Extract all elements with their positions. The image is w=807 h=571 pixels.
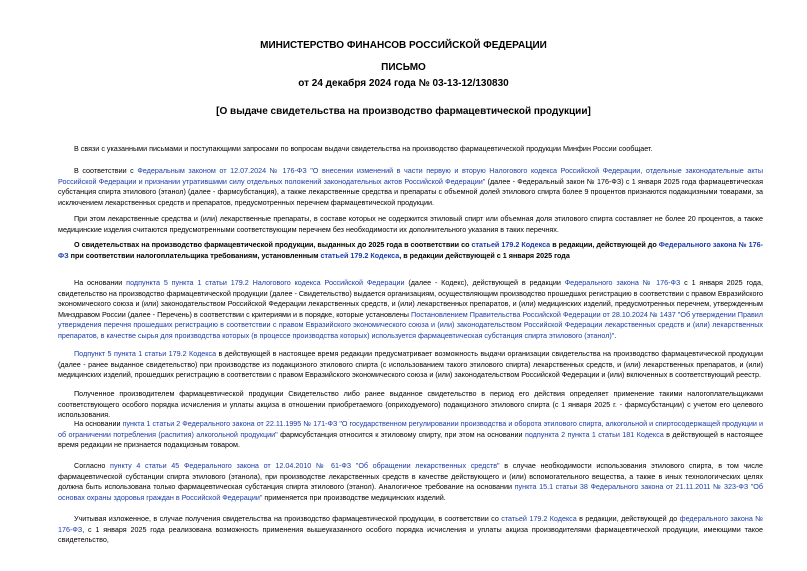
paragraph-text: , с 1 января 2025 года реализована возможность применения вышеуказанного особого порядка исчисления и уплаты акциза производителями фармацевтической продукции, имеющими такое свидетельство, [58, 524, 763, 545]
document-date-number: от 24 декабря 2024 года № 03-13-12/130830 [298, 78, 509, 89]
paragraph-special-procedure [58, 389, 763, 421]
paragraph-law-61 [58, 461, 763, 503]
law-176-fz-link[interactable]: Федерального закона № 176-ФЗ [564, 278, 681, 287]
law-176-fz-link[interactable]: Федерального закона № 176-ФЗ [58, 240, 763, 260]
article-179-2-link[interactable]: статьей 179.2 Кодекса [320, 250, 400, 260]
heading-text: в редакции, действующей до [550, 240, 659, 249]
section-heading-certificates [58, 240, 763, 261]
tax-code-179-2-link[interactable]: подпункта 5 пункта 1 статьи 179.2 Налогового кодекса Российской Федерации [126, 278, 405, 287]
paragraph-text: Согласно [74, 461, 111, 470]
article-179-2-link[interactable]: статьей 179.2 Кодекса [501, 514, 577, 523]
paragraph-text: (далее - Кодекс), действующей в редакции [404, 278, 565, 287]
paragraph-text: Полученное производителем фармацевтической продукции Свидетельство либо ранее выданное свидетельство в период его действия определяет применение такими налогоплательщиками соответствующего особого порядка исчисления и уплаты акциза в отношении приобретаемого (оприходуемого) подакцизного этилового спирта (с 1 января 2025 г. - фармсубстанции) с учетом его целевого использования. [58, 389, 763, 420]
paragraph-exemptions [58, 214, 763, 235]
paragraph-conclusion [58, 514, 763, 546]
document-subject: [О выдаче свидетельства на производство фармацевтической продукции] [216, 106, 591, 117]
heading-text: при соответствии налогоплательщика требованиям, установленным [68, 250, 321, 260]
paragraph-intro [58, 144, 763, 155]
paragraph-text: применяется при производстве медицинских изделий. [262, 492, 446, 502]
law-61-fz-link[interactable]: пункту 4 статьи 45 Федерального закона от 12.04.2010 № 61-ФЗ "Об обращении лекарственных средств" [110, 461, 500, 470]
paragraph-text: с 1 января 2025 года, свидетельство на производство фармацевтической продукции (далее - Свидетельство) выдается организациям, осуществляющим производство прошедших регистрацию в соответствии с правом Евразийского экономического союза и (или) законодательством Российской Федерации лекарственных средств, и (или) лекарственных препаратов, и (или) медицинских изделий, предусмотренных перечнем, утвержденным Минздравом России (далее - Перечень) в соответствии с критериями и в порядке, которые установлены [58, 278, 763, 319]
article-181-link[interactable]: подпункта 2 пункта 1 статьи 181 Кодекса [524, 429, 664, 439]
heading-text: , в редакции действующей с 1 января 2025 года [399, 250, 570, 260]
paragraph-text: Учитывая изложенное, в случае получения свидетельства на производство фармацевтической продукции, в соответствии со [74, 514, 502, 523]
paragraph-text: В связи с указанными письмами и поступающими запросами по вопросам выдачи свидетельства на производство фармацевтической продукции Минфин России сообщает. [74, 144, 653, 153]
paragraph-text: в редакции, действующей до [576, 514, 680, 523]
paragraph-text: В соответствии с [74, 166, 138, 175]
paragraph-text: в случае необходимости использования этилового спирта, в том числе фармацевтической субстанции спирта этилового (этанола), при производстве лекарственных средств в качестве действующего и (или) вспомогательного вещества, а также в иных технологических целях должна быть использована только фармацевтическая субстанция спирта этилового (этанол). Аналогичное требование на основании [58, 461, 763, 492]
paragraph-text: При этом лекарственные средства и (или) лекарственные препараты, в составе которых не содержится этиловый спирт или объемная доля этилового спирта составляет не более 20 процентов, а также медицинские изделия считаются предусмотренными соответствующим перечнем без необходимости их дополнительного указания в таких перечнях. [58, 214, 763, 234]
paragraph-text: . [614, 330, 617, 340]
ministry-title: МИНИСТЕРСТВО ФИНАНСОВ РОССИЙСКОЙ ФЕДЕРАЦИИ [260, 40, 547, 51]
heading-text: О свидетельствах на производство фармацевтической продукции, выданных до 2025 года в соответствии со [74, 240, 472, 249]
article-179-2-link[interactable]: статьей 179.2 Кодекса [471, 240, 551, 249]
paragraph-text: фармсубстанция относится к этиловому спирту, при этом на основании [277, 429, 525, 439]
paragraph-text: На основании [74, 278, 127, 287]
paragraph-text: в действующей в настоящее время редакции не признается подакцизным товаром. [58, 429, 764, 450]
law-171-fz-link[interactable]: пункта 1 статьи 2 Федерального закона от 22.11.1995 № 171-ФЗ "О государственном регулировании производства и оборота этилового спирта, алкогольной и спиртосодержащей продукции и об ограничении потребления (распития) алкогольной продукции" [58, 419, 763, 439]
paragraph-current-edition [58, 349, 763, 381]
subparagraph-5-link[interactable]: Подпункт 5 пункта 1 статьи 179.2 Кодекса [74, 349, 217, 358]
law-176-fz-link[interactable]: федерального закона № 176-ФЗ [58, 514, 763, 534]
paragraph-certificate-basis [58, 278, 763, 342]
paragraph-text: в действующей в настоящее время редакции предусматривает возможность выдачи организации свидетельства на производство фармацевтической продукции (далее - ранее выданное свидетельство) при производстве из подакцизного этилового спирта (с использованием такого этилового спирта) лекарственных средств, и (или) лекарственных препаратов, и (или) медицинских изделий, прошедших регистрацию в соответствии с правом Евразийского экономического союза и (или) законодательством Российской Федерации и (или) включенных в соответствующий реестр. [58, 349, 763, 380]
law-176-fz-link[interactable]: Федеральным законом от 12.07.2024 № 176-ФЗ "О внесении изменений в части первую и вторую Налогового кодекса Российской Федерации, отдельные законодательные акты Российской Федерации и признании утратившими силу отдельных положений законодательных актов Российской Федерации" [58, 166, 764, 186]
law-323-fz-link[interactable]: пункта 15.1 статьи 38 Федерального закона от 21.11.2011 № 323-ФЗ "Об основах охраны здоровья граждан в Российской Федерации" [58, 482, 763, 502]
document-type: ПИСЬМО [381, 62, 426, 73]
resolution-1437-link[interactable]: Постановлением Правительства Российской Федерации от 28.10.2024 № 1437 "Об утверждении Правил утверждения перечня прошедших регистрацию в соответствии с правом Евразийского экономического союза и (или) законодательством Российской Федерации лекарственных средств и (или) лекарственных препаратов, в качестве сырья для производства которых (в процессе производства которых) используется фармацевтическая субстанция спирта этилового (этанол)" [58, 309, 763, 340]
paragraph-text: (далее - Федеральный закон № 176-ФЗ) с 1 января 2025 года фармацевтическая субстанция спирта этилового (этанол) (далее - фармсубстанция), а также лекарственные средства и препараты с объемной долей этилового спирта более 9 процентов признаются подакцизными товарами, за исключением лекарственных средств и препаратов, предусмотренных перечнем фармацевтической продукции. [58, 176, 763, 207]
paragraph-text: На основании [74, 419, 123, 428]
paragraph-law-171 [58, 419, 763, 451]
paragraph-law-176 [58, 166, 763, 208]
